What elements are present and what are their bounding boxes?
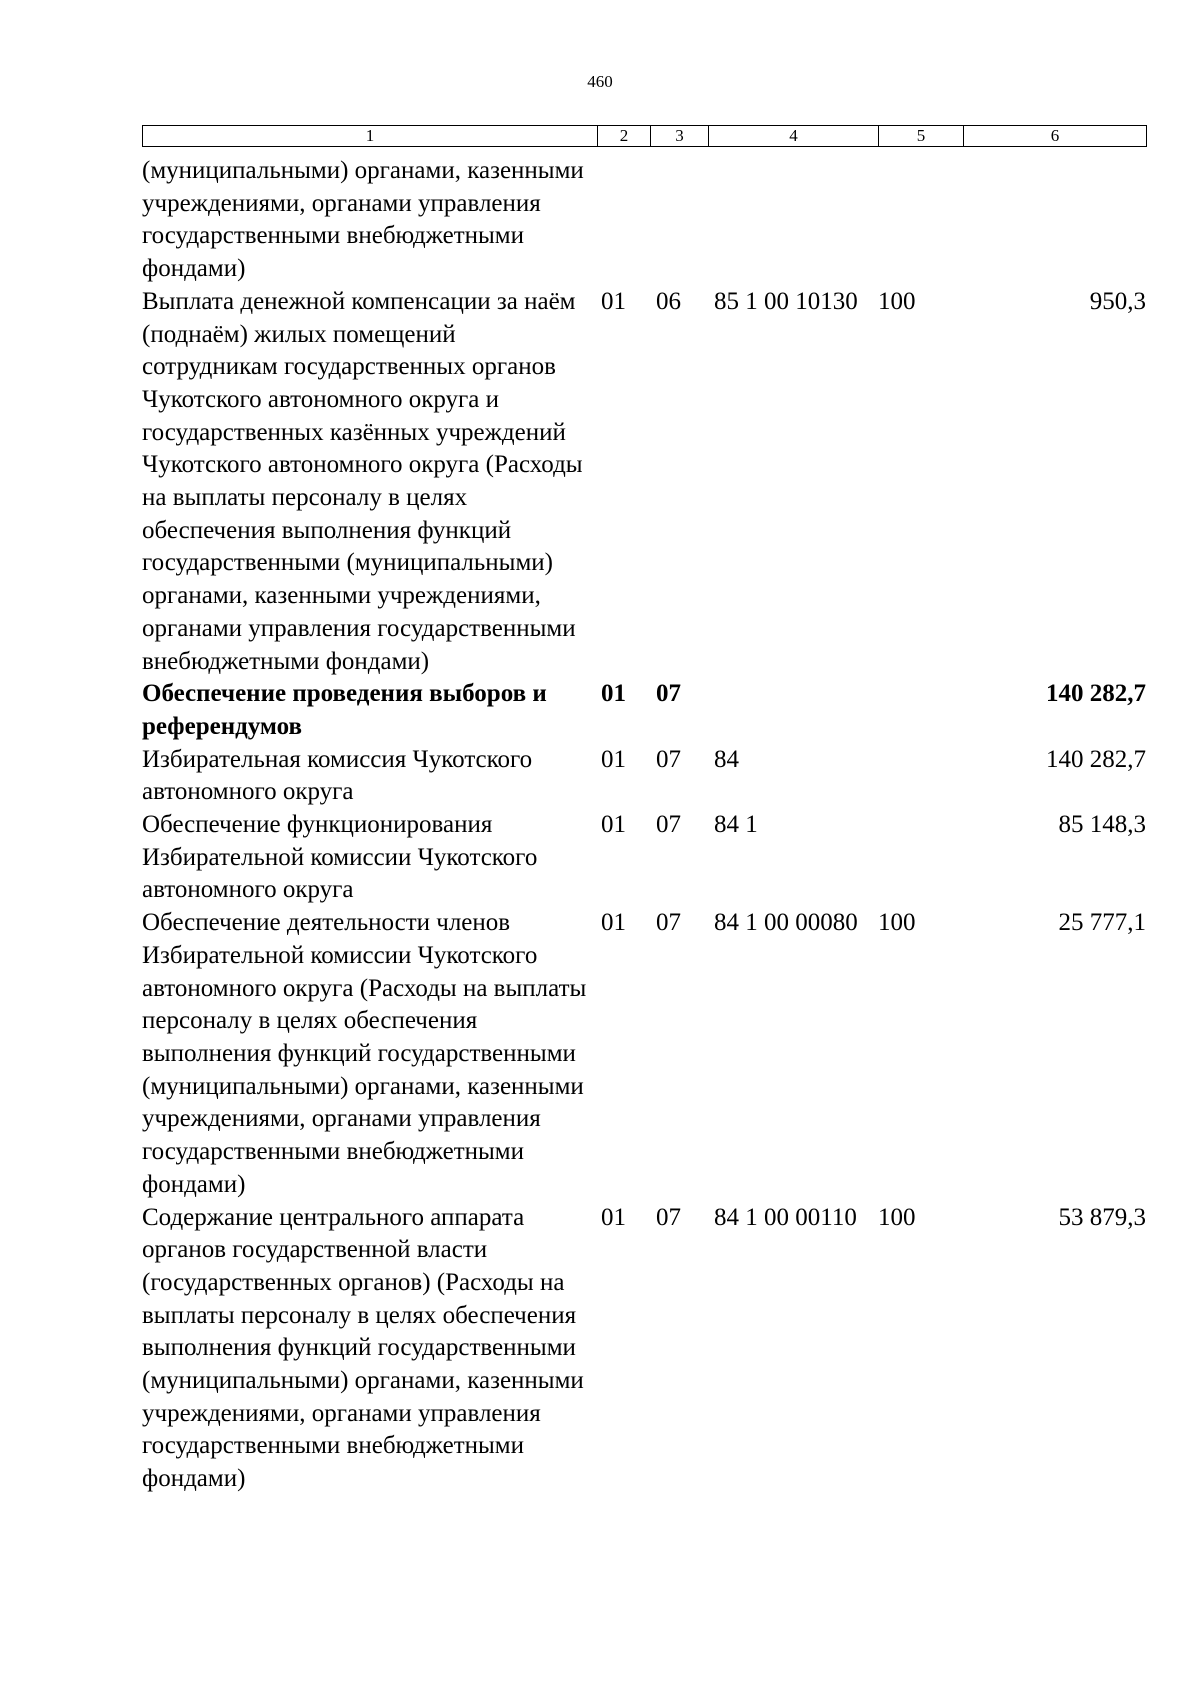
subsection-code-cell: 07 <box>656 909 681 937</box>
target-item-code-cell: 84 1 00 00110 <box>714 1203 857 1231</box>
section-code-cell <box>597 155 650 286</box>
subsection-code-cell: 07 <box>656 745 681 773</box>
subsection-code-cell: 06 <box>656 287 681 315</box>
expense-type-code-cell <box>878 744 963 809</box>
amount-cell: 25 777,1 <box>1058 909 1146 937</box>
column-header-table <box>142 125 1147 147</box>
expense-type-code-cell: 100 <box>878 909 916 937</box>
expenditure-name-cell: Обеспечение проведения выборов и референдумов <box>142 680 547 740</box>
column-header-6: 6 <box>964 126 1147 147</box>
amount-cell: 53 879,3 <box>1058 1203 1146 1231</box>
expenditure-name-cell: Обеспечение деятельности членов Избирательной комиссии Чукотского автономного округа (Расходы на выплаты персоналу в целях обеспечения выполнения функций государственными (муниципальными) органами, казенными учреждениями, органами управления государственными внебюджетными фондами) <box>142 909 587 1198</box>
expense-type-code-cell <box>878 155 963 286</box>
table-row <box>142 907 1146 1201</box>
expense-type-code-cell <box>878 809 963 907</box>
section-code-cell: 01 <box>601 1203 626 1231</box>
column-header-4: 4 <box>709 126 879 147</box>
expense-type-code-cell <box>878 678 963 743</box>
expenditure-name-cell: Избирательная комиссия Чукотского автономного округа <box>142 745 533 806</box>
expense-type-code-cell: 100 <box>878 1203 916 1231</box>
subsection-code-cell: 07 <box>656 811 681 839</box>
expenditure-name-cell: (муниципальными) органами, казенными учреждениями, органами управления государственными внебюджетными фондами) <box>142 157 584 283</box>
table-row <box>142 744 1146 809</box>
budget-table <box>142 155 1146 1496</box>
target-item-code-cell: 84 <box>714 745 739 773</box>
target-item-code-cell: 84 1 <box>714 811 758 839</box>
section-code-cell: 01 <box>601 680 626 708</box>
subsection-code-cell: 07 <box>656 680 681 708</box>
expense-type-code-cell: 100 <box>878 287 916 315</box>
section-code-cell: 01 <box>601 811 626 839</box>
subsection-code-cell <box>650 155 708 286</box>
target-item-code-cell: 84 1 00 00080 <box>714 909 858 937</box>
target-item-code-cell <box>708 678 878 743</box>
column-header-1: 1 <box>143 126 598 147</box>
column-header-5: 5 <box>879 126 964 147</box>
subsection-code-cell: 07 <box>656 1203 681 1231</box>
target-item-code-cell: 85 1 00 10130 <box>714 287 858 315</box>
column-header-2: 2 <box>598 126 651 147</box>
column-header-3: 3 <box>651 126 709 147</box>
amount-cell <box>963 155 1146 286</box>
amount-cell: 140 282,7 <box>1046 745 1146 773</box>
budget-table-body <box>142 155 1146 1496</box>
expenditure-name-cell: Обеспечение функционирования Избирательной комиссии Чукотского автономного округа <box>142 811 538 904</box>
amount-cell: 85 148,3 <box>1058 811 1146 839</box>
table-row <box>142 678 1146 743</box>
section-code-cell: 01 <box>601 287 626 315</box>
table-row <box>142 809 1146 907</box>
page-number: 460 <box>587 72 613 91</box>
amount-cell: 950,3 <box>1089 287 1146 315</box>
amount-cell: 140 282,7 <box>1046 680 1146 708</box>
table-row <box>142 286 1146 678</box>
table-row <box>142 155 1146 286</box>
target-item-code-cell <box>708 155 878 286</box>
table-row <box>142 1202 1146 1496</box>
section-code-cell: 01 <box>601 909 626 937</box>
column-header-row <box>143 126 1147 147</box>
expenditure-name-cell: Содержание центрального аппарата органов государственной власти (государственных органов) (Расходы на выплаты персоналу в целях обеспечения выполнения функций государственными (муниципальными) органами, казенными учреждениями, органами управления государственными внебюджетными фондами) <box>142 1203 584 1493</box>
section-code-cell: 01 <box>601 745 626 773</box>
expenditure-name-cell: Выплата денежной компенсации за наём (поднаём) жилых помещений сотрудникам государственных органов Чукотского автономного округа и государственных казённых учреждений Чукотского автономного округа (Расходы на выплаты персоналу в целях обеспечения выполнения функций государственными (муниципальными) органами, казенными учреждениями, органами управления государственными внебюджетными фондами) <box>142 287 583 675</box>
